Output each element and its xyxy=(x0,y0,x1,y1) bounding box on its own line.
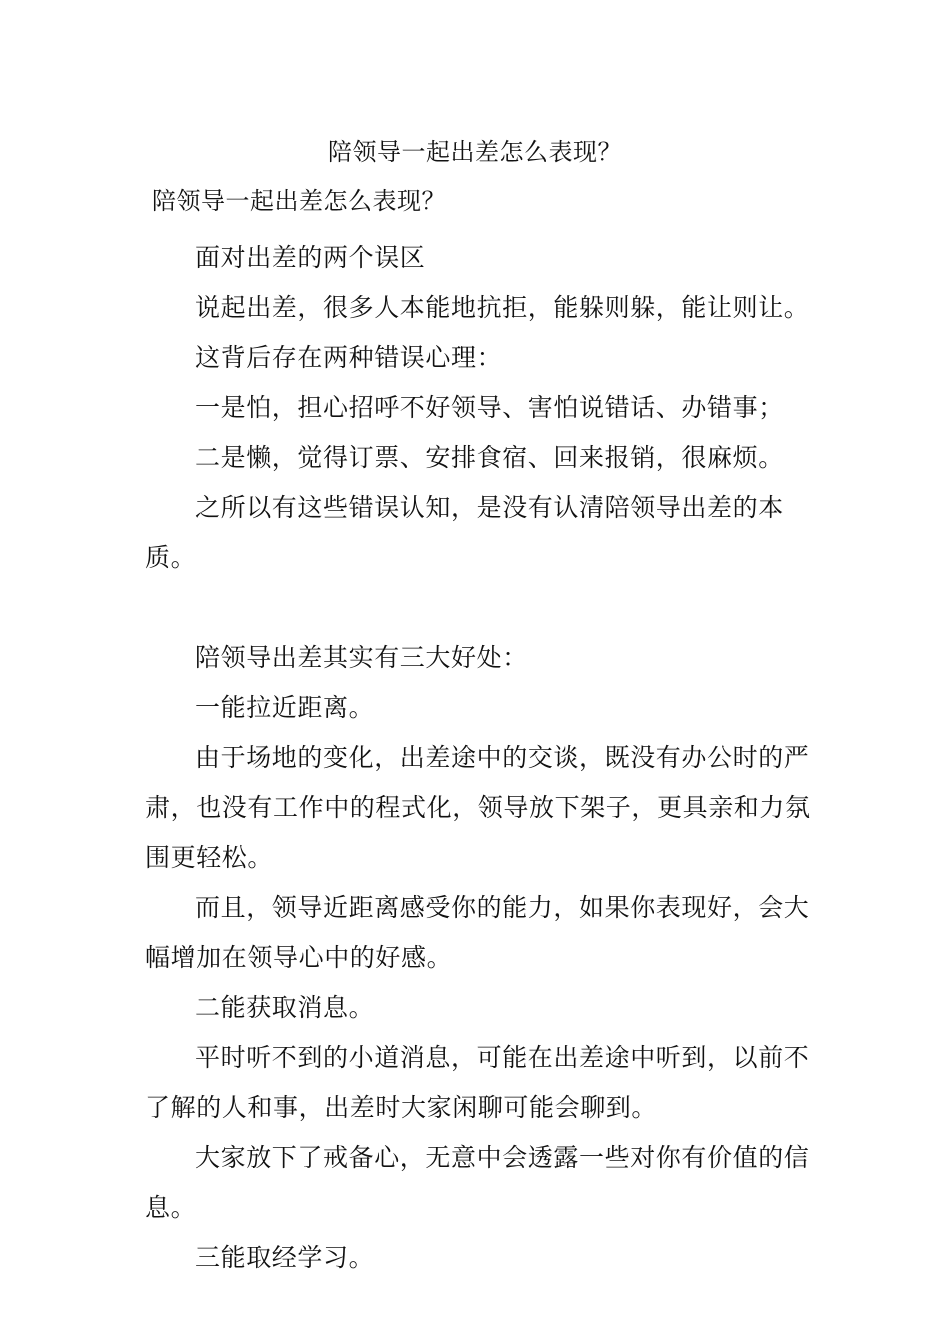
paragraph: 而且，领导近距离感受你的能力，如果你表现好，会大幅增加在领导心中的好感。 xyxy=(145,893,810,972)
paragraph: 二能获取消息。 xyxy=(195,993,375,1022)
paragraph: 平时听不到的小道消息，可能在出差途中听到，以前不了解的人和事，出差时大家闲聊可能会聊到。 xyxy=(145,1043,810,1122)
paragraph: 一能拉近距离。 xyxy=(195,693,375,722)
document-subtitle: 陪领导一起出差怎么表现？ xyxy=(152,187,446,215)
paragraph: 二是懒，觉得订票、安排食宿、回来报销，很麻烦。 xyxy=(195,443,784,472)
paragraph: 说起出差，很多人本能地抗拒，能躲则躲，能让则让。 xyxy=(195,293,810,322)
paragraph: 大家放下了戒备心，无意中会透露一些对你有价值的信息。 xyxy=(145,1143,810,1222)
blank-line xyxy=(145,583,825,633)
paragraph: 陪领导出差其实有三大好处： xyxy=(195,643,528,672)
paragraph: 三能取经学习。 xyxy=(195,1243,375,1272)
document-body xyxy=(145,233,825,1283)
paragraph: 面对出差的两个误区 xyxy=(195,243,426,272)
document-title: 陪领导一起出差怎么表现？ xyxy=(328,138,622,166)
paragraph: 这背后存在两种错误心理： xyxy=(195,343,503,372)
paragraph: 之所以有这些错误认知，是没有认清陪领导出差的本质。 xyxy=(145,493,784,572)
paragraph: 一是怕，担心招呼不好领导、害怕说错话、办错事； xyxy=(195,393,784,422)
paragraph: 由于场地的变化，出差途中的交谈，既没有办公时的严肃，也没有工作中的程式化，领导放下架子，更具亲和力氛围更轻松。 xyxy=(145,743,811,872)
